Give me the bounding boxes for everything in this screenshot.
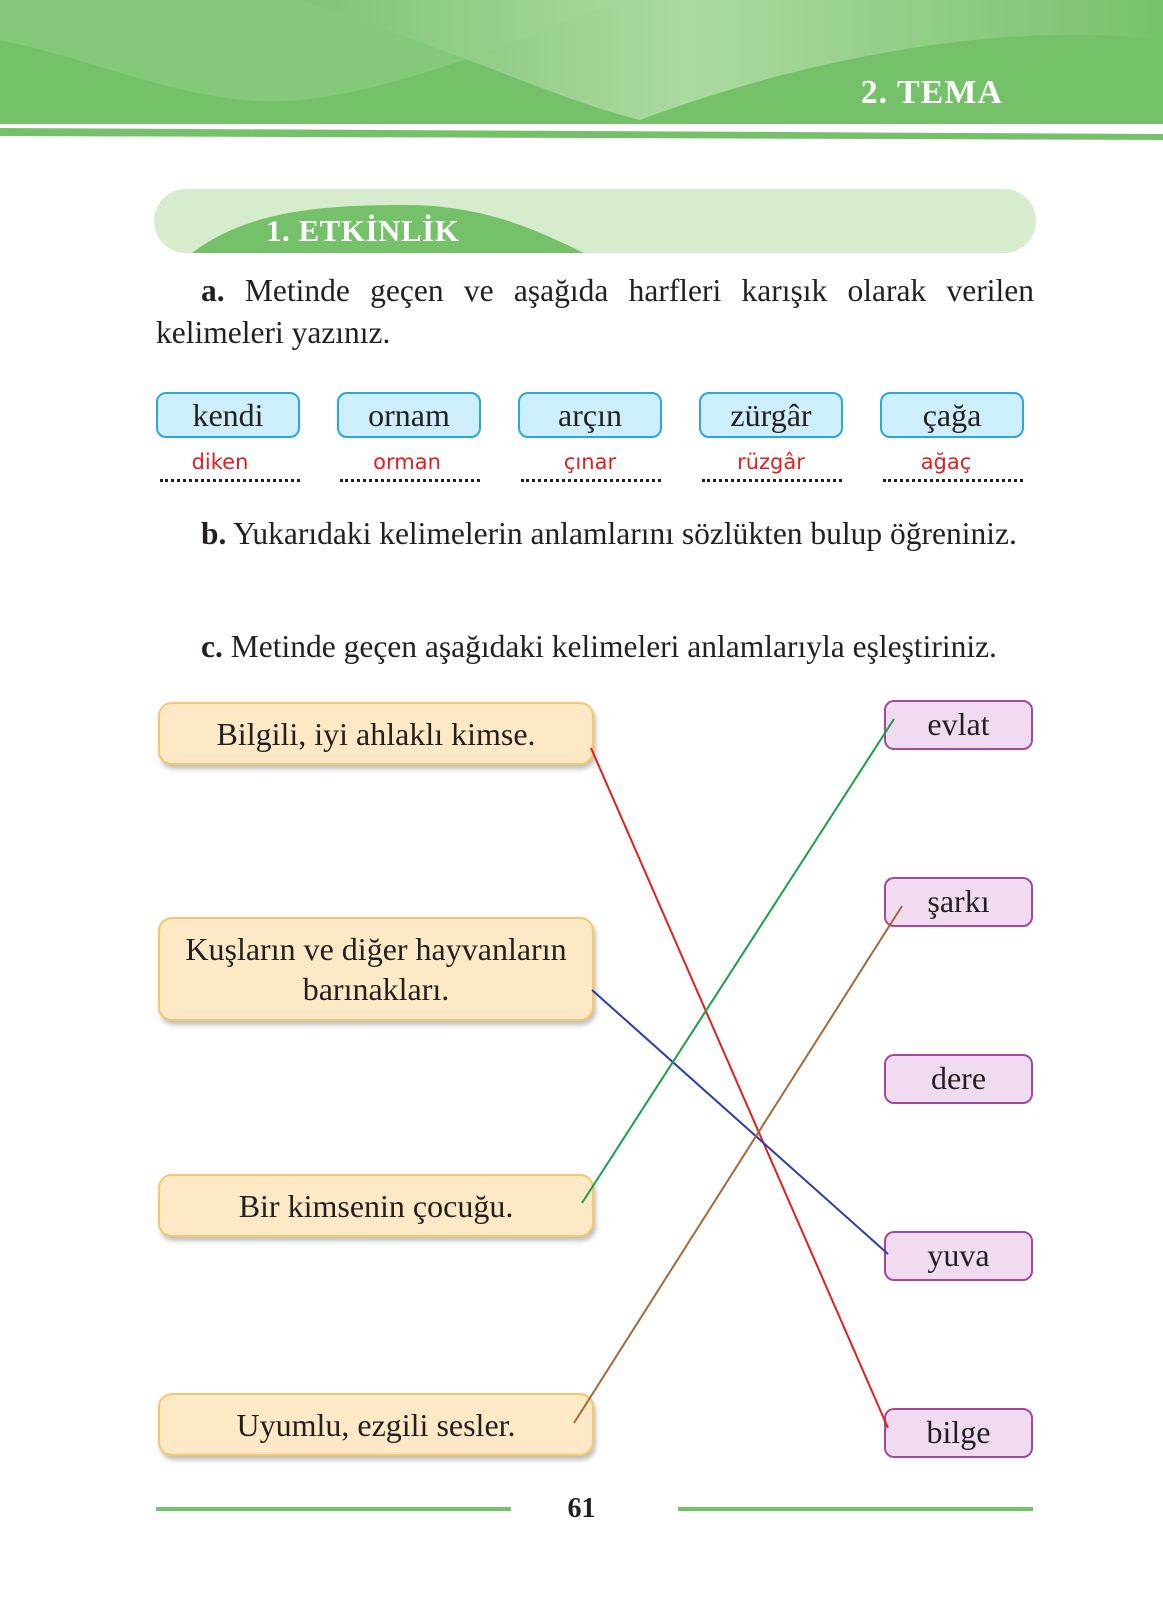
- part-c-label: c.: [201, 629, 223, 664]
- part-c-instruction: [156, 626, 1034, 668]
- scrambled-word: kendi: [156, 392, 300, 438]
- part-a-label: a.: [201, 273, 225, 308]
- definition-box[interactable]: Bir kimsenin çocuğu.: [158, 1174, 594, 1237]
- answer-text: orman: [373, 450, 441, 474]
- definition-box[interactable]: Bilgili, iyi ahlaklı kimse.: [158, 702, 594, 765]
- match-line-bilge: [591, 748, 888, 1428]
- answer-line[interactable]: [702, 467, 842, 482]
- match-line-sarki: [574, 906, 902, 1423]
- term-box[interactable]: şarkı: [884, 877, 1033, 927]
- part-b-instruction: [156, 513, 1034, 555]
- match-line-yuva: [592, 990, 888, 1254]
- scrambled-word: zürgâr: [699, 392, 843, 438]
- answer-text: çınar: [563, 450, 617, 474]
- page-number: 61: [567, 1493, 596, 1524]
- answer-line[interactable]: [883, 467, 1023, 482]
- term-box[interactable]: bilge: [884, 1408, 1033, 1458]
- theme-title: 2. TEMA: [860, 74, 1003, 111]
- answer-text: ağaç: [920, 450, 972, 474]
- activity-title: 1. ETKİNLİK: [266, 213, 460, 248]
- part-b-label: b.: [201, 516, 227, 551]
- part-a-text: Metinde geçen ve aşağıda harfleri karışık olarak verilen kelimeleri yazınız.: [156, 273, 1034, 350]
- answer-text: diken: [191, 450, 249, 474]
- term-box[interactable]: yuva: [884, 1231, 1033, 1281]
- part-a-instruction: [156, 270, 1034, 354]
- scrambled-word: arçın: [518, 392, 662, 438]
- part-c-text: Metinde geçen aşağıdaki kelimeleri anlamlarıyla eşleştiriniz.: [222, 629, 997, 664]
- match-line-evlat: [582, 719, 894, 1203]
- scrambled-word: çağa: [880, 392, 1024, 438]
- answer-text: rüzgâr: [737, 450, 805, 474]
- term-box[interactable]: evlat: [884, 700, 1033, 750]
- answer-line[interactable]: [521, 467, 661, 482]
- definition-box[interactable]: Kuşların ve diğer hayvanların barınakları.: [158, 917, 594, 1021]
- definition-box[interactable]: Uyumlu, ezgili sesler.: [158, 1393, 594, 1456]
- term-box[interactable]: dere: [884, 1054, 1033, 1104]
- scrambled-word: ornam: [337, 392, 481, 438]
- part-b-text: Yukarıdaki kelimelerin anlamlarını sözlükten bulup öğreniniz.: [226, 516, 1017, 551]
- answer-line[interactable]: [160, 467, 300, 482]
- answer-line[interactable]: [340, 467, 480, 482]
